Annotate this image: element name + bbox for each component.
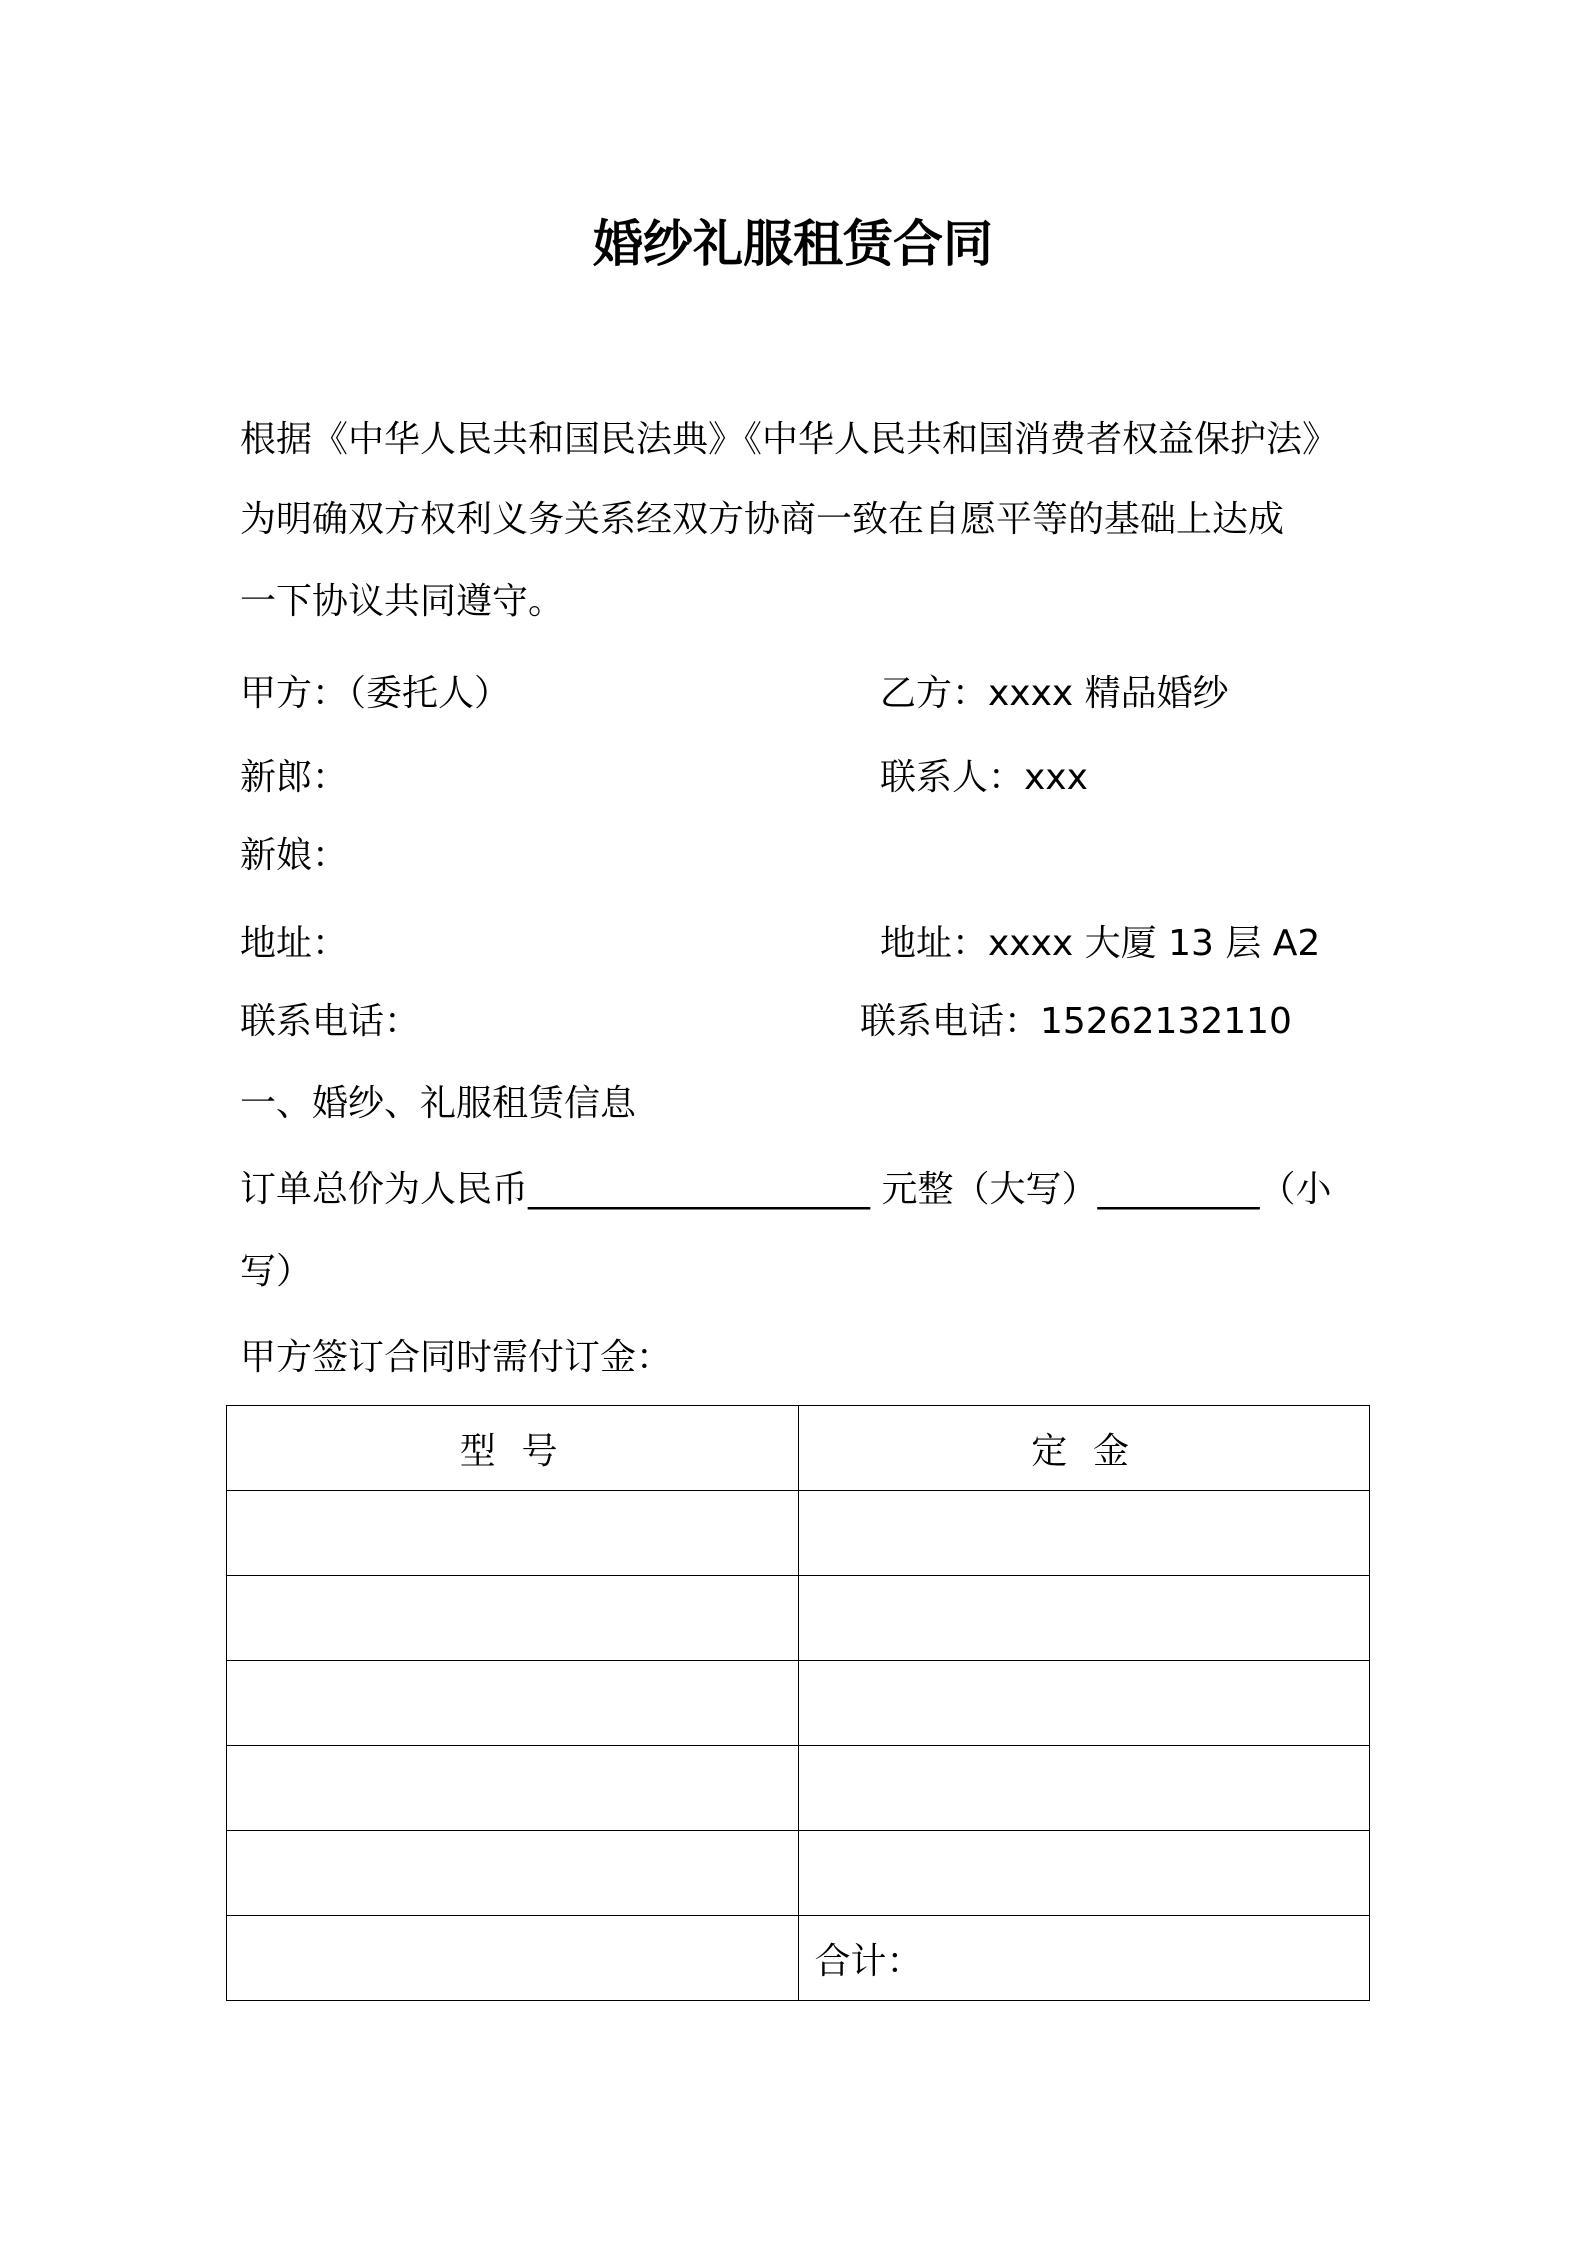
model-cell [227, 1831, 799, 1916]
total-label: 合计： [798, 1916, 1370, 2001]
model-cell [227, 1576, 799, 1661]
party-a-bride: 新娘： [240, 835, 349, 876]
section-1-heading: 一、婚纱、礼服租赁信息 [240, 1083, 637, 1124]
table-row [227, 1576, 1370, 1661]
price-line-1: 订单总价为人民币___________________ 元整（大写）_________（小 [240, 1169, 1332, 1210]
party-a-groom: 新郎： [240, 757, 349, 798]
document-title: 婚纱礼服租赁合同 [593, 215, 993, 273]
model-cell [227, 1661, 799, 1746]
model-cell [227, 1491, 799, 1576]
deposit-label: 甲方签订合同时需付订金： [240, 1337, 673, 1378]
table-total-row [227, 1916, 1370, 2001]
deposit-cell [798, 1491, 1370, 1576]
party-a-address: 地址： [240, 923, 349, 964]
party-b-phone: 联系电话：15262132110 [860, 1001, 1292, 1042]
party-b-contact: 联系人：xxx [880, 757, 1088, 798]
price-line-2: 写） [240, 1251, 313, 1292]
preamble-line-1: 根据《中华人民共和国民法典》《中华人民共和国消费者权益保护法》 [240, 419, 1339, 460]
party-b-heading: 乙方：xxxx 精品婚纱 [880, 673, 1229, 714]
deposit-cell [798, 1746, 1370, 1831]
party-a-phone: 联系电话： [240, 1001, 421, 1042]
total-empty-cell [227, 1916, 799, 2001]
model-cell [227, 1746, 799, 1831]
deposit-cell [798, 1831, 1370, 1916]
table-row [227, 1746, 1370, 1831]
deposit-cell [798, 1661, 1370, 1746]
table-row [227, 1831, 1370, 1916]
preamble-line-3: 一下协议共同遵守。 [240, 581, 565, 622]
table-row [227, 1491, 1370, 1576]
deposit-cell [798, 1576, 1370, 1661]
deposit-table [226, 1405, 1370, 2001]
party-b-address: 地址：xxxx 大厦 13 层 A2 [880, 923, 1321, 964]
table-header-row [227, 1406, 1370, 1491]
header-model: 型 号 [227, 1406, 799, 1491]
party-a-heading: 甲方：（委托人） [240, 673, 511, 714]
preamble-line-2: 为明确双方权利义务关系经双方协商一致在自愿平等的基础上达成 [240, 499, 1285, 540]
header-deposit: 定 金 [798, 1406, 1370, 1491]
table-row [227, 1661, 1370, 1746]
